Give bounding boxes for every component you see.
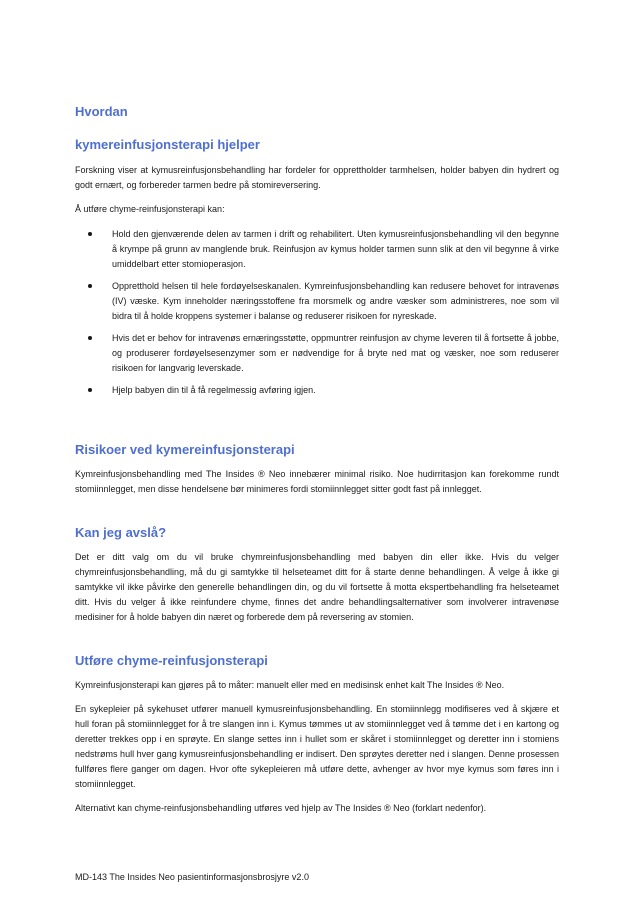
section-heading-how	[75, 104, 559, 120]
section-heading-decline: Kan jeg avslå?	[75, 525, 167, 540]
how-lead-paragraph: Å utføre chyme-reinfusjonsterapi kan:	[75, 204, 225, 214]
list-item	[75, 383, 559, 398]
bullet-icon	[88, 284, 92, 288]
decline-paragraph: Det er ditt valg om du vil bruke chymreinfusjonsbehandling med babyen din eller ikke. Hvis du velger chymreinfusjonsbehandling, må du gi samtykke til helseteamet ditt for å starte denne behandlingen. Å velge å ikke gi samtykke vil ikke påvirke den generelle behandlingen din, og du vil fortsette å motta ekspertbehandling fra helseteamet ditt. Hvis du velger å ikke reinfundere chyme, finnes det andre behandlingsalternativer som involverer intravenøse medisiner for å holde babyen din næret og forberede dem på reversering av stomien.	[75, 552, 559, 622]
section-heading-perform: Utføre chyme-reinfusjonsterapi	[75, 653, 268, 668]
how-intro-paragraph: Forskning viser at kymusreinfusjonsbehandling har fordeler for opprettholder tarmhelsen, holder babyen din hydrert og godt ernært, og forbereder tarmen bedre på stomireversering.	[75, 165, 559, 190]
list-item-text: Hold den gjenværende delen av tarmen i drift og rehabilitert. Uten kymusreinfusjonsbehandling vil den begynne å krympe på grunn av manglende bruk. Reinfusjon av kymus holder tarmen sunn slik at den vil begynne å virke umiddelbart etter stomioperasjon.	[112, 229, 559, 269]
section-heading-how-line-2	[75, 137, 559, 153]
perform-paragraph-1: Kymreinfusjonsterapi kan gjøres på to måter: manuelt eller med en medisinsk enhet kalt The Insides ® Neo.	[75, 680, 505, 690]
list-item-text: Hvis det er behov for intravenøs ernæringsstøtte, oppmuntrer reinfusjon av chyme leveren til å fortsette å jobbe, og produserer fordøyelsesenzymer som er nødvendige for å bryte ned mat og væsker, noe som reduserer risikoen for langvarig leverskade.	[112, 333, 559, 373]
page-footer: MD-143 The Insides Neo pasientinformasjonsbrosjyre v2.0	[75, 872, 309, 882]
risks-paragraph: Kymreinfusjonsbehandling med The Insides ® Neo innebærer minimal risiko. Noe hudirritasjon kan forekomme rundt stomiinnlegget, men disse hendelsene bør minimeres fordi stomiinnlegget sitter godt fast på innlegget.	[75, 469, 559, 494]
list-item-text: Oppretthold helsen til hele fordøyelseskanalen. Kymreinfusjonsbehandling kan redusere behovet for intravenøs (IV) væske. Kym inneholder næringsstoffene fra morsmelk og andre væsker som administreres, noe som vil bidra til å holde kroppens systemer i balanse og reduserer risikoen for nyreskade.	[112, 281, 559, 321]
section-heading-risks: Risikoer ved kymereinfusjonsterapi	[75, 442, 295, 457]
list-item	[75, 227, 559, 272]
bullet-icon	[88, 336, 92, 340]
bullet-icon	[88, 388, 92, 392]
benefits-list	[75, 227, 559, 398]
heading-line-1: Hvordan	[75, 104, 128, 119]
bullet-icon	[88, 232, 92, 236]
list-item	[75, 279, 559, 324]
document-content	[75, 104, 559, 816]
list-item-text: Hjelp babyen din til å få regelmessig avføring igjen.	[112, 385, 316, 395]
perform-paragraph-3: Alternativt kan chyme-reinfusjonsbehandling utføres ved hjelp av The Insides ® Neo (forklart nedenfor).	[75, 803, 487, 813]
heading-line-2: kymereinfusjonsterapi hjelper	[75, 137, 260, 152]
perform-paragraph-2: En sykepleier på sykehuset utfører manuell kymusreinfusjonsbehandling. En stomiinnlegg modifiseres ved å skjære et hull foran på stomiinnlegget for å tre slangen inn i. Kymus tømmes ut av stomiinnlegget ved å tømme det i en kartong og deretter trekkes opp i en sprøyte. En slange settes inn i hullet som er skåret i stomiinnlegget og deretter inn i stomiens nedstrøms hull hver gang kymusreinfusjonsbehandling er indisert. Den sprøytes deretter ned i slangen. Denne prosessen fullføres flere ganger om dagen. Hvor ofte sykepleieren må utføre dette, avhenger av hvor mye kymus som føres inn i stomiinnlegget.	[75, 704, 559, 789]
list-item	[75, 331, 559, 376]
